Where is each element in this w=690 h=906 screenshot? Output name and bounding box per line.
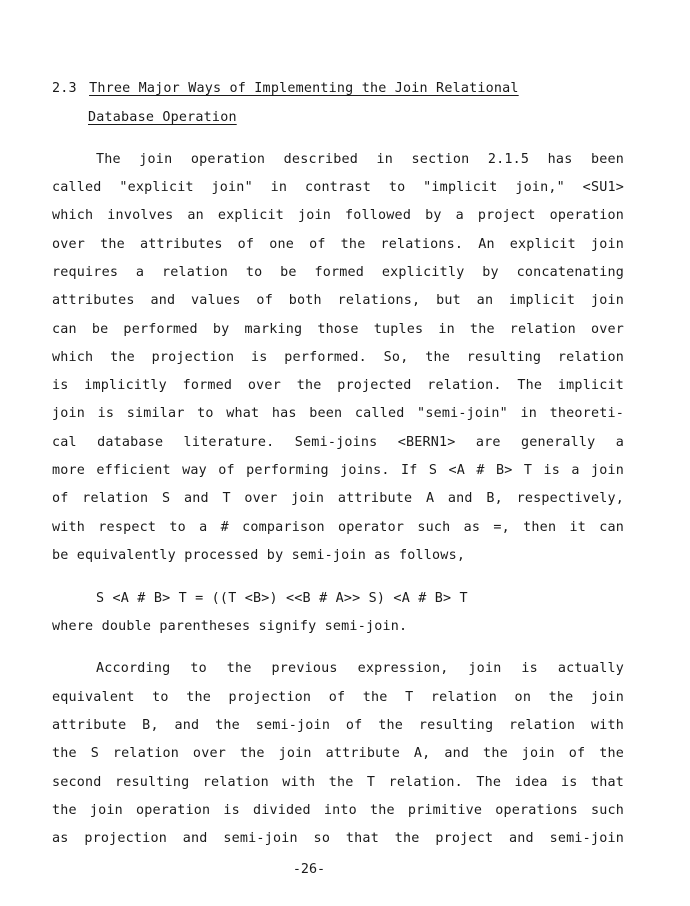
- section-title-line-1: Three Major Ways of Implementing the Join Relational: [89, 81, 519, 96]
- paragraph-1-line: requires a relation to be formed explicitly by concatenating: [52, 265, 624, 280]
- paragraph-2-line: as projection and semi-join so that the project and semi-join: [52, 831, 624, 846]
- paragraph-1-line: which involves an explicit join followed by a project operation: [52, 208, 624, 223]
- paragraph-1-line: attributes and values of both relations, but an implicit join: [52, 293, 624, 308]
- formula-note: where double parentheses signify semi-join.: [52, 619, 408, 634]
- paragraph-1-line: more efficient way of performing joins. If S <A # B> T is a join: [52, 463, 624, 478]
- paragraph-2-line: second resulting relation with the T relation. The idea is that: [52, 775, 624, 790]
- paragraph-1-line: join is similar to what has been called "semi-join" in theoreti-: [52, 406, 624, 421]
- paragraph-2-line: equivalent to the projection of the T relation on the join: [52, 690, 624, 705]
- paragraph-1-line: with respect to a # comparison operator such as =, then it can: [52, 520, 624, 535]
- paragraph-1-line: of relation S and T over join attribute A and B, respectively,: [52, 491, 624, 506]
- page-number: -26-: [292, 862, 326, 877]
- semi-join-formula: S <A # B> T = ((T <B>) <<B # A>> S) <A # B> T: [96, 591, 468, 606]
- paragraph-1-line: can be performed by marking those tuples in the relation over: [52, 322, 624, 337]
- section-heading: [52, 80, 624, 98]
- paragraph-2-line: the join operation is divided into the primitive operations such: [52, 803, 624, 818]
- section-title-line-2: Database Operation: [88, 110, 237, 125]
- paragraph-2-line: attribute B, and the semi-join of the resulting relation with: [52, 718, 624, 733]
- paragraph-1-line: cal database literature. Semi-joins <BERN1> are generally a: [52, 435, 624, 450]
- paragraph-2-line: the S relation over the join attribute A, and the join of the: [52, 746, 624, 761]
- paragraph-1-line: called "explicit join" in contrast to "implicit join," <SU1>: [52, 180, 624, 195]
- paragraph-2-line: According to the previous expression, join is actually: [96, 661, 624, 676]
- section-heading-continued: [88, 109, 660, 127]
- paragraph-1-line: The join operation described in section 2.1.5 has been: [96, 152, 624, 167]
- paragraph-1-line: is implicitly formed over the projected relation. The implicit: [52, 378, 624, 393]
- paragraph-1-line: over the attributes of one of the relations. An explicit join: [52, 237, 624, 252]
- section-number: 2.3: [52, 81, 77, 96]
- paragraph-1-line-last: be equivalently processed by semi-join as follows,: [52, 548, 466, 563]
- paragraph-1-line: which the projection is performed. So, the resulting relation: [52, 350, 624, 365]
